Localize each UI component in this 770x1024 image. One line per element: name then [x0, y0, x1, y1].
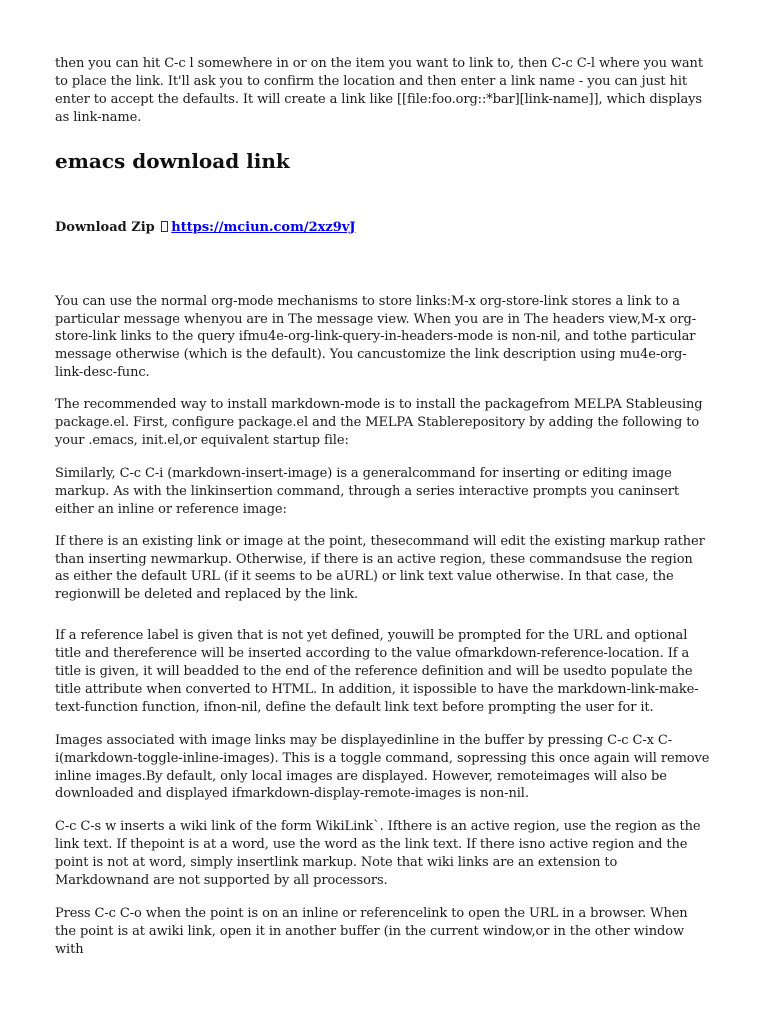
download-label: Download Zip [55, 219, 155, 235]
paragraph-open-link: Press C-c C-o when the point is on an inline or referencelink to open the URL in a browser. When the point is at awiki link, open it in another buffer (in the current window,or in the other window with [55, 906, 688, 957]
paragraph-store-links: You can use the normal org-mode mechanisms to store links:M-x org-store-link stores a link to a particular message whenyou are in The message view. When you are in The headers view,M-x org-store-link links to the query ifmu4e-org-link-query-in-headers-mode is non-nil, and tothe particular message otherwise (which is the default). You cancustomize the link description using mu4e-org-link-desc-func. [55, 293, 697, 381]
intro-paragraph: then you can hit C-c l somewhere in or on the item you want to link to, then C-c C-l where you want to place the link. It'll ask you to confirm the location and then enter a link name - you can just hit enter to accept the defaults. It will create a link like [[file:foo.org::*bar][link-name]], which displays as link-name. [55, 56, 703, 125]
paragraph-inline-images: Images associated with image links may be displayedinline in the buffer by pressing C-c C-x C-i(markdown-toggle-inline-images). This is a toggle command, sopressing this once again will remove inline images.By default, only local images are displayed. However, remoteimages will also be downloaded and displayed ifmarkdown-display-remote-images is non-nil. [55, 732, 710, 802]
paragraph-install-markdown: The recommended way to install markdown-mode is to install the packagefrom MELPA Stableusing package.el. First, configure package.el and the MELPA Stablerepository by adding the following to your .emacs, init.el,or equivalent startup file: [55, 397, 703, 448]
missing-glyph-icon [161, 221, 168, 232]
paragraph-wiki-link: C-c C-s w inserts a wiki link of the form WikiLink`. Ifthere is an active region, use the region as the link text. If thepoint is at a word, use the word as the link text. If there isno active region and the point is not at word, simply insertlink markup. Note that wiki links are an extension to Markdownand are not supported by all processors. [55, 819, 701, 889]
document-page [55, 55, 710, 959]
download-link[interactable]: https://mciun.com/2xz9vJ [171, 219, 356, 235]
paragraph-existing-link: If there is an existing link or image at the point, thesecommand will edit the existing markup rather than inserting newmarkup. Otherwise, if there is an active region, these commandsuse the region as either the default URL (if it seems to be aURL) or link text value otherwise. In that case, the regionwill be deleted and replaced by the link. [55, 533, 705, 603]
paragraph-insert-image: Similarly, C-c C-i (markdown-insert-image) is a generalcommand for inserting or editing image markup. As with the linkinsertion command, through a series interactive prompts you caninsert either an inline or reference image: [55, 465, 679, 517]
download-line [55, 219, 710, 237]
paragraph-reference-label: If a reference label is given that is not yet defined, youwill be prompted for the URL and optional title and thereference will be inserted according to the value ofmarkdown-reference-location. If a title is given, it will beadded to the end of the reference definition and will be usedto populate the title attribute when converted to HTML. In addition, it ispossible to have the markdown-link-make-text-function function, ifnon-nil, define the default link text before prompting the user for it. [55, 628, 699, 715]
section-heading: emacs download link [55, 148, 290, 173]
